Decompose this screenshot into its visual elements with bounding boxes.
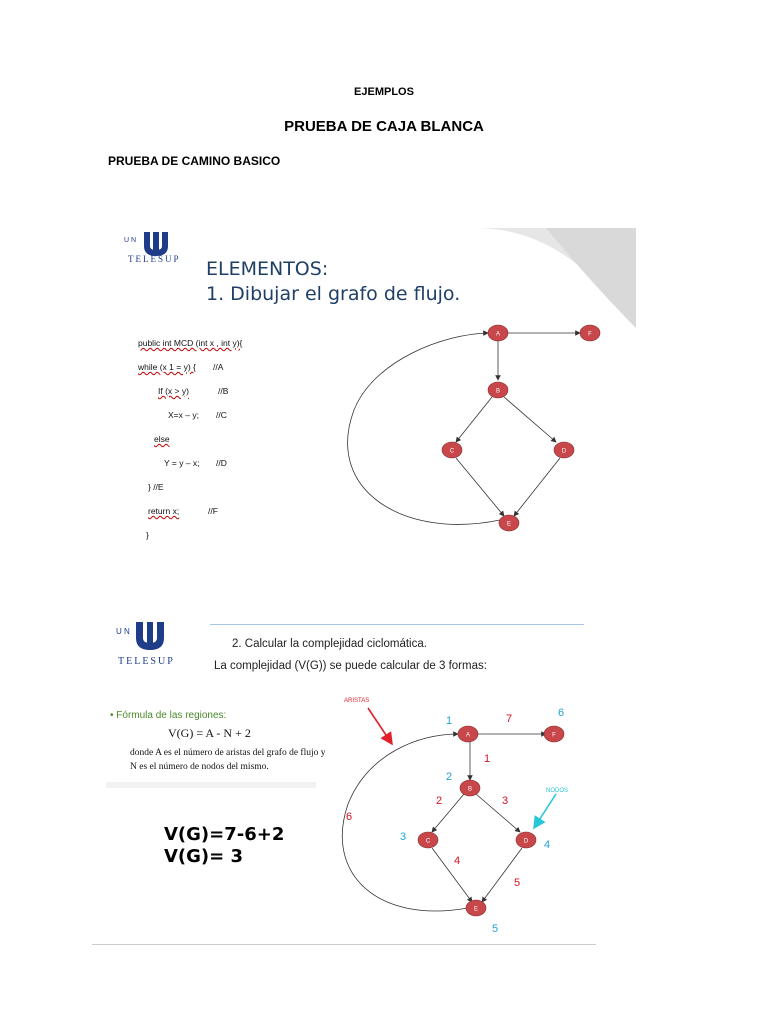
node-number-4: 4: [544, 839, 551, 851]
code-panel: [108, 322, 274, 556]
formula-explanation-1: donde A es el número de aristas del grafo de flujo y: [130, 748, 326, 758]
code-line-7: } //E: [148, 482, 164, 492]
flow-graph: [344, 320, 624, 540]
slide2-intro: La complejidad (V(G)) se puede calcular de 3 formas:: [214, 660, 487, 672]
code-comment-B: //B: [218, 386, 229, 396]
node-C: [442, 442, 462, 458]
page-title: PRUEBA DE CAJA BLANCA: [284, 118, 484, 135]
edge-number-1: 1: [484, 753, 491, 765]
slide1-title-line2: 1. Dibujar el grafo de flujo.: [206, 283, 461, 305]
cropped-text-strip: [106, 782, 316, 788]
code-comment-F: //F: [208, 506, 218, 516]
slide-cyclomatic-complexity: [92, 618, 596, 945]
edge-number-5: 5: [514, 877, 521, 889]
logo-text: TELESUP: [128, 254, 181, 264]
slide1-title-line1: ELEMENTOS:: [206, 258, 329, 280]
edge-number-4: 4: [454, 855, 461, 867]
node-F: [580, 325, 600, 341]
node-B: [488, 382, 508, 398]
label-aristas: ARISTAS: [344, 698, 370, 704]
node-F: [544, 726, 564, 742]
svg-text:D: D: [523, 838, 529, 845]
telesup-logo: [114, 228, 198, 268]
node-number-2: 2: [446, 771, 453, 783]
code-line-8: return x;: [148, 506, 180, 516]
code-comment-C: //C: [216, 410, 227, 420]
formula: V(G) = A - N + 2: [168, 726, 251, 740]
svg-text:B: B: [495, 388, 501, 395]
svg-text:C: C: [425, 838, 431, 845]
node-C: [418, 832, 438, 848]
svg-text:A: A: [495, 331, 501, 338]
edge-number-7: 7: [506, 713, 513, 725]
section-label: EJEMPLOS: [354, 86, 414, 98]
svg-text:D: D: [561, 448, 567, 455]
telesup-logo-icon: [98, 618, 202, 670]
code-line-1: public int MCD (int x , int y){: [138, 338, 243, 348]
formula-bullet: • Fórmula de las regiones:: [110, 710, 227, 721]
node-B: [460, 780, 480, 796]
node-A: [458, 726, 478, 742]
code-comment-A: //A: [213, 362, 224, 372]
code-line-9: }: [146, 530, 149, 540]
code-line-6: Y = y – x;: [164, 458, 200, 468]
svg-text:B: B: [467, 786, 473, 793]
svg-text:E: E: [473, 906, 479, 913]
node-D: [516, 832, 536, 848]
slide2-heading: 2. Calcular la complejidad ciclomática.: [232, 638, 427, 650]
edge-number-3: 3: [502, 795, 509, 807]
node-D: [554, 442, 574, 458]
node-A: [488, 325, 508, 341]
formula-explanation-2: N es el número de nodos del mismo.: [130, 762, 269, 772]
node-number-3: 3: [400, 831, 407, 843]
code-line-2: while (x 1 = y) {: [138, 362, 196, 372]
svg-text:F: F: [588, 331, 592, 338]
code-comment-D: //D: [216, 458, 227, 468]
node-number-1: 1: [446, 715, 453, 727]
svg-text:E: E: [506, 521, 512, 528]
svg-text:F: F: [552, 732, 556, 739]
edge-number-6: 6: [346, 811, 353, 823]
annotated-flow-graph: [328, 694, 596, 938]
code-line-5: else: [154, 434, 170, 444]
node-number-5: 5: [492, 923, 499, 935]
slide-flow-graph: [108, 228, 636, 556]
node-E: [499, 515, 519, 531]
page-subtitle: PRUEBA DE CAMINO BASICO: [108, 154, 281, 168]
result-line-2: V(G)= 3: [164, 846, 244, 867]
svg-text:C: C: [449, 448, 455, 455]
result-line-1: V(G)=7-6+2: [164, 824, 285, 845]
label-nodos: NODOS: [546, 788, 569, 794]
edge-number-2: 2: [436, 795, 443, 807]
node-number-6: 6: [558, 707, 565, 719]
svg-text:U N: U N: [116, 627, 130, 636]
svg-text:U N: U N: [124, 237, 137, 244]
svg-text:A: A: [465, 732, 471, 739]
code-line-4: X=x – y;: [168, 410, 199, 420]
node-E: [466, 900, 486, 916]
header-rule: [210, 624, 584, 625]
svg-text:TELESUP: TELESUP: [118, 656, 175, 667]
code-line-3: If (x > y): [158, 386, 189, 396]
